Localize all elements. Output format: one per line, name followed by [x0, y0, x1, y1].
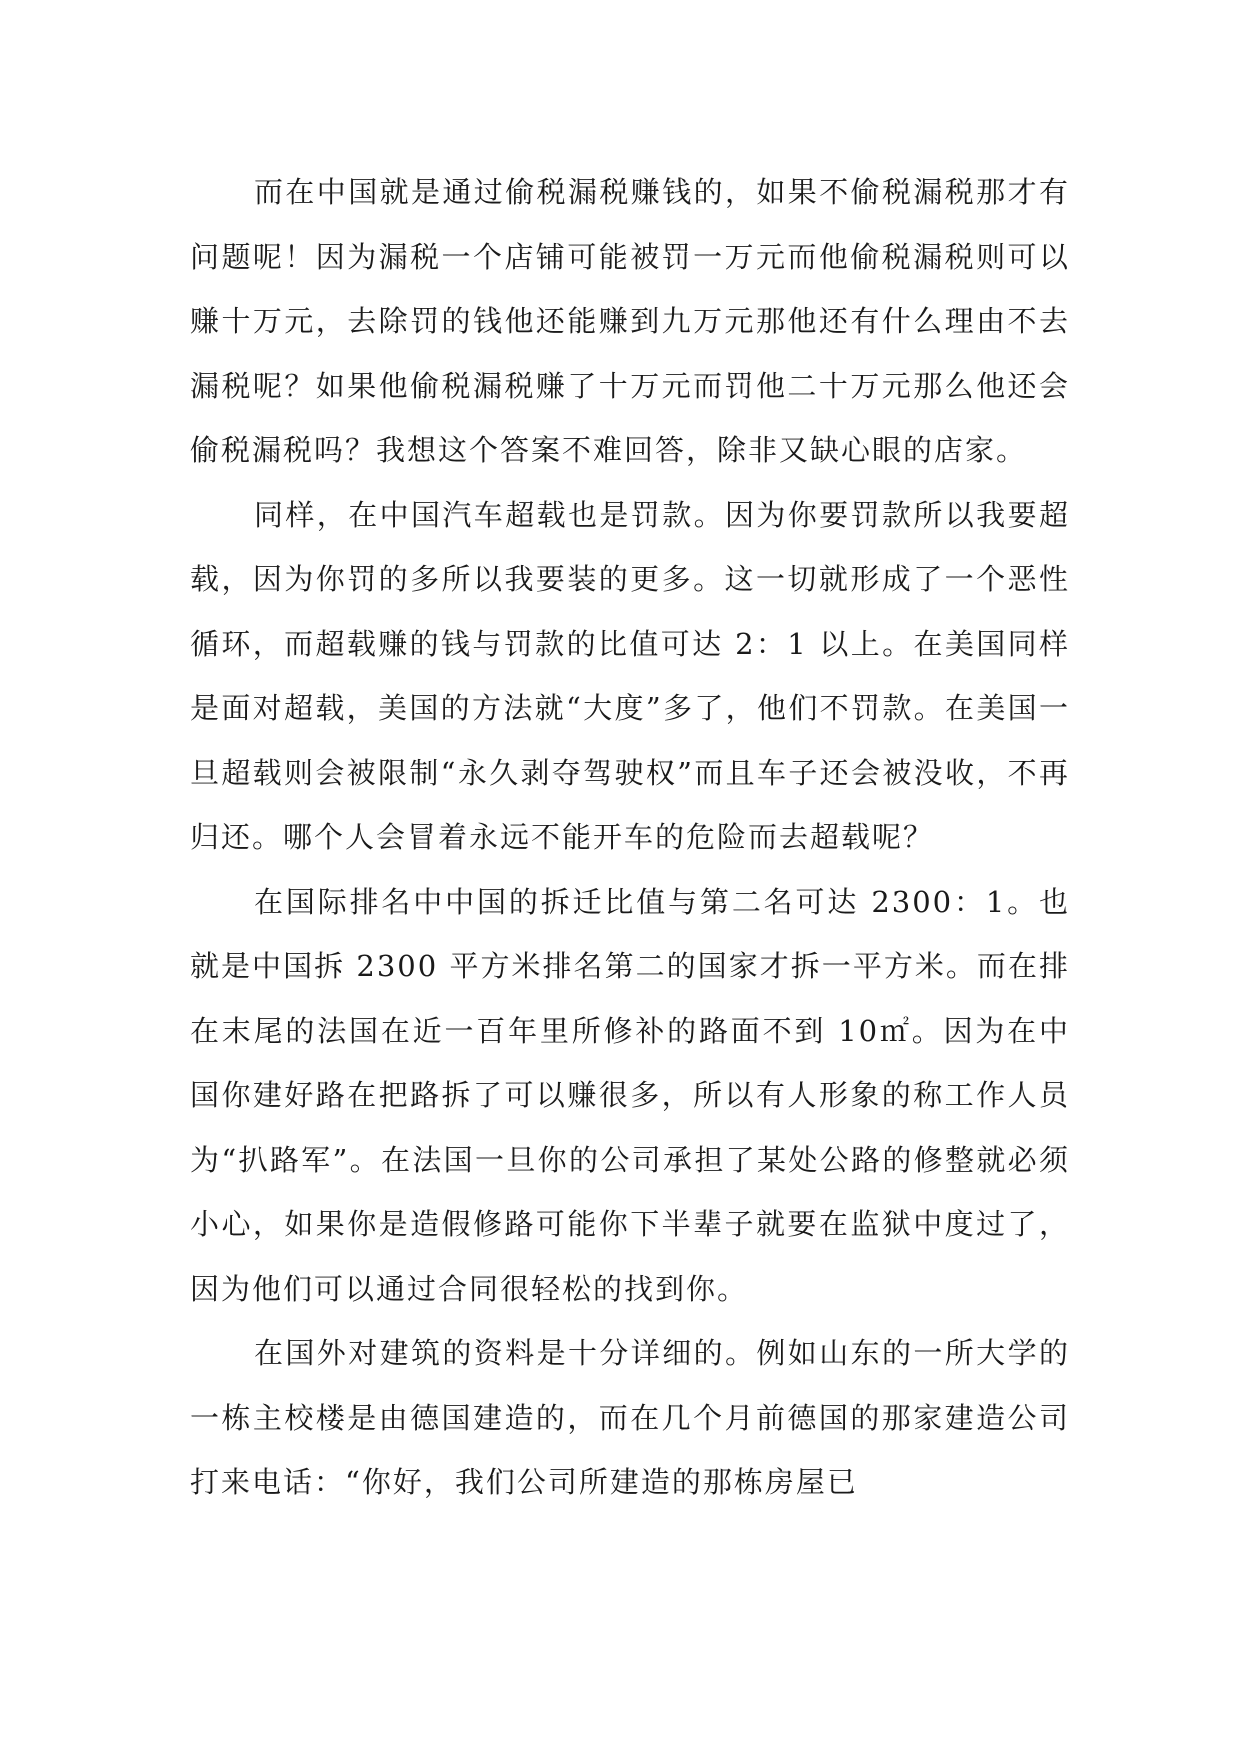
paragraph-tax-evasion: 而在中国就是通过偷税漏税赚钱的，如果不偷税漏税那才有问题呢！因为漏税一个店铺可能被罚一万元而他偷税漏税则可以赚十万元，去除罚的钱他还能赚到九万元那他还有什么理由不去漏税呢？如果他偷税漏税赚了十万元而罚他二十万元那么他还会偷税漏税吗？我想这个答案不难回答，除非又缺心眼的店家。 [190, 175, 1070, 467]
document-body [190, 160, 1070, 1515]
paragraph-demolition: 在国际排名中中国的拆迁比值与第二名可达 2300：1。也就是中国拆 2300 平方米排名第二的国家才拆一平方米。而在排在末尾的法国在近一百年里所修补的路面不到 10㎡。因为在中国你建好路在把路拆了可以赚很多，所以有人形象的称工作人员为“扒路军”。在法国一旦你的公司承担了某处公路的修整就必须小心，如果你是造假修路可能你下半辈子就要在监狱中度过了，因为他们可以通过合同很轻松的找到你。 [190, 884, 1070, 1306]
paragraph-overloading: 同样，在中国汽车超载也是罚款。因为你要罚款所以我要超载，因为你罚的多所以我要装的更多。这一切就形成了一个恶性循环，而超载赚的钱与罚款的比值可达 2：1 以上。在美国同样是面对超载，美国的方法就“大度”多了，他们不罚款。在美国一旦超载则会被限制“永久剥夺驾驶权”而且车子还会被没收，不再归还。哪个人会冒着永远不能开车的危险而去超载呢？ [190, 497, 1070, 854]
paragraph-building-records: 在国外对建筑的资料是十分详细的。例如山东的一所大学的一栋主校楼是由德国建造的，而在几个月前德国的那家建造公司打来电话：“你好，我们公司所建造的那栋房屋已 [190, 1336, 1070, 1499]
